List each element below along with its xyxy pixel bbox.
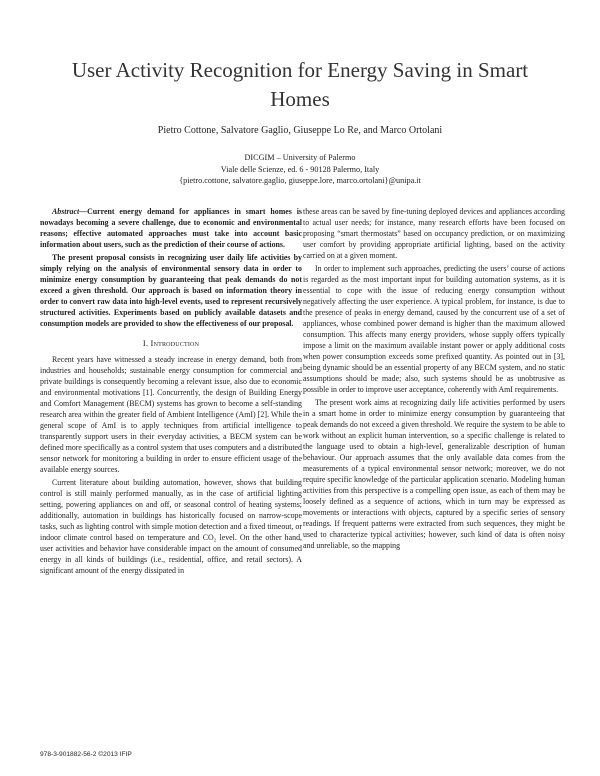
abstract-paragraph-2: The present proposal consists in recognizing user daily life activities by simply relying on the analysis of environmental sensory data in order to minimize energy consumption by guaranteeing that peak demands do not exceed a given threshold. Our approach is based on information theory in order to convert raw data into high-level events, used to represent recursively structured activities. Experiments based on publicly available datasets and consumption models are provided to show the effectiveness of our proposal. [40,252,302,328]
section-heading-introduction: I. Introduction [142,337,200,348]
right-paragraph-1: these areas can be saved by fine-tuning deployed devices and appliances according to actual user needs; for instance, many research efforts have been focused on proposing “smart thermostats” based on occupancy prediction, or on maximizing user comfort by providing appropriate artificial lighting, based on the activity carried on at a given moment. [303,207,565,260]
abstract-lead: Abstract [52,207,80,216]
authors: Pietro Cottone, Salvatore Gaglio, Giuseppe Lo Re, and Marco Ortolani [157,125,443,136]
copyright-footer: 978-3-901882-56-2 ©2013 IFIP [40,751,132,758]
affiliation-dept: DICGIM – University of Palermo [244,153,356,162]
right-paragraph-2: In order to implement such approaches, predicting the users’ course of actions is regarded as the most important input for building automation systems, as it is essential to cope with the issue of reducing energy consumption without negatively affecting the user experience. A typical problem, for instance, is due to the presence of peaks in energy demand, caused by the concurrent use of a set of appliances, whose combined power demand is higher than the maximum allowed consumption. This affects many energy providers, whose supply offers typically impose a limit on the maximum available instant power or apply additional costs when power consumption exceeds some prefixed quantity. As pointed out in [3], being dynamic should be an essential property of any BECM system, and no static assumptions should be made; also, such systems should be as unobtrusive as possible in order to improve user acceptance, coherently with AmI requirements. [303,263,565,394]
affiliation-address: Viale delle Scienze, ed. 6 - 90128 Palermo, Italy [220,164,380,174]
affiliation [40,152,560,187]
right-column [303,207,565,554]
affiliation-email: {pietro.cottone, salvatore.gaglio, giuseppe.lore, marco.ortolani}@unipa.it [179,176,421,185]
intro-paragraph-2: Current literature about building automation, however, shows that building control is still mainly performed manually, as in the case of artificial lighting setting, powering appliances on and off, or seasonal control of heating systems; additionally, automation in buildings has historically focused on narrow-scope tasks, such as lighting control with simple motion detection and a fixed timeout, or indoor climate control based on temperature and CO₂ level. On the other hand, user activities and behavior have considerable impact on the amount of consumed energy in all kinds of buildings (i.e., residential, office, and retail sectors). A significant amount of the energy dissipated in [40,477,302,575]
right-paragraph-3: The present work aims at recognizing daily life activities performed by users in a smart home in order to minimize energy consumption by guaranteeing that peak demands do not exceed a given threshold. We require the system to be able to work without an explicit human intervention, so a specific challenge is related to the language used to obtain a high-level, generalizable description of human behaviour. Our approach assumes that the only available data comes from the measurements of a typical environmental sensor network; moreover, we do not require specific knowledge of the particular application scenario. Modeling human activities from this perspective is a compelling open issue, as each of them may be loosely defined as a sequence of actions, which in turn may be expressed as movements or interactions with objects, captured by a specific series of sensory readings. If frequent patterns were extracted from such sequences, they might be used to characterize typical activities; however, such kind of data is often noisy and unreliable, so the mapping [303,397,565,550]
abstract-text-1: —Current energy demand for appliances in smart homes is nowadays becoming a severe challenge, due to economic and environmental reasons; effective automated approaches must take into account basic information about users, such as the prediction of their course of actions. [40,207,302,249]
intro-paragraph-1: Recent years have witnessed a steady increase in energy demand, both from industries and households; sustainable energy consumption for commercial and private buildings is consequently becoming a relevant issue, also due to economic and environmental motivations [1]. Concurrently, the design of Building Energy and Comfort Management (BECM) systems has grown to become a self-standing research area within the greater field of Ambient Intelligence (AmI) [2]. While the general scope of AmI is to apply techniques from artificial intelligence to transparently support users in their everyday activities, a BECM system can be defined more specifically as a control system that uses computers and a distributed sensor network for monitoring a building in order to ensure efficient usage of the available energy sources. [40,354,302,474]
abstract-paragraph-1 [40,207,302,251]
left-column [40,207,302,579]
paper-title: User Activity Recognition for Energy Saving in Smart Homes [71,58,529,111]
